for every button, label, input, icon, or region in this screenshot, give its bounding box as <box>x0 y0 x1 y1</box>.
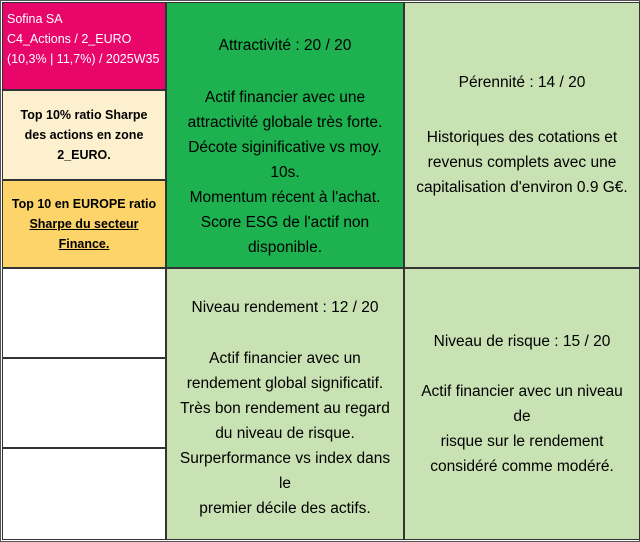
attractivite-line: disponible. <box>247 239 323 256</box>
empty-badge-slot <box>2 358 166 448</box>
badge-top-zone-text: Top 10% ratio Sharpe des actions en zone 2_EURO. <box>20 108 148 162</box>
asset-header <box>2 2 166 90</box>
rendement-line: Surperformance vs index dans le <box>179 450 391 492</box>
badge-top-sector <box>2 180 166 268</box>
perennite-line: revenus complets avec une <box>427 154 617 171</box>
badge-top-sector-line1: Top 10 en EUROPE ratio <box>11 197 157 211</box>
asset-stats: (10,3% | 11,7%) / 2025W35 <box>7 52 160 66</box>
empty-badge-slot <box>2 268 166 358</box>
badge-top-zone <box>2 90 166 180</box>
risque-line: considéré comme modéré. <box>430 458 614 475</box>
attractivite-line: Momentum récent à l'achat. <box>189 189 381 206</box>
attractivite-line: Actif financier avec une <box>204 89 366 106</box>
badge-top-sector-line2: Sharpe du secteur Finance. <box>29 217 139 251</box>
risque-line: Actif financier avec un niveau de <box>421 383 623 425</box>
panel-perennite <box>404 2 640 268</box>
badge-top-sector-text <box>9 194 159 254</box>
attractivite-line: Décote siginificative vs moy. 10s. <box>188 139 382 181</box>
asset-name: Sofina SA <box>7 12 63 26</box>
asset-category: C4_Actions / 2_EURO <box>7 32 132 46</box>
rendement-line: premier décile des actifs. <box>199 500 371 517</box>
perennite-line: Historiques des cotations et <box>426 129 618 146</box>
perennite-title: Pérennité : 14 / 20 <box>458 74 586 91</box>
rendement-line: rendement global significatif. <box>186 375 384 392</box>
risque-line: risque sur le rendement <box>440 433 604 450</box>
attractivite-line: attractivité globale très forte. <box>187 114 383 131</box>
rendement-line: Actif financier avec un <box>209 350 361 367</box>
rendement-title: Niveau rendement : 12 / 20 <box>191 299 379 316</box>
risque-title: Niveau de risque : 15 / 20 <box>433 333 611 350</box>
panel-attractivite <box>166 2 404 268</box>
rendement-line: du niveau de risque. <box>215 425 355 442</box>
panel-risque <box>404 268 640 540</box>
perennite-line: capitalisation d'environ 0.9 G€. <box>416 179 628 196</box>
panel-rendement <box>166 268 404 540</box>
attractivite-title: Attractivité : 20 / 20 <box>218 37 352 54</box>
empty-badge-slot <box>2 448 166 540</box>
rendement-line: Très bon rendement au regard <box>180 400 390 417</box>
attractivite-line: Score ESG de l'actif non <box>200 214 370 231</box>
